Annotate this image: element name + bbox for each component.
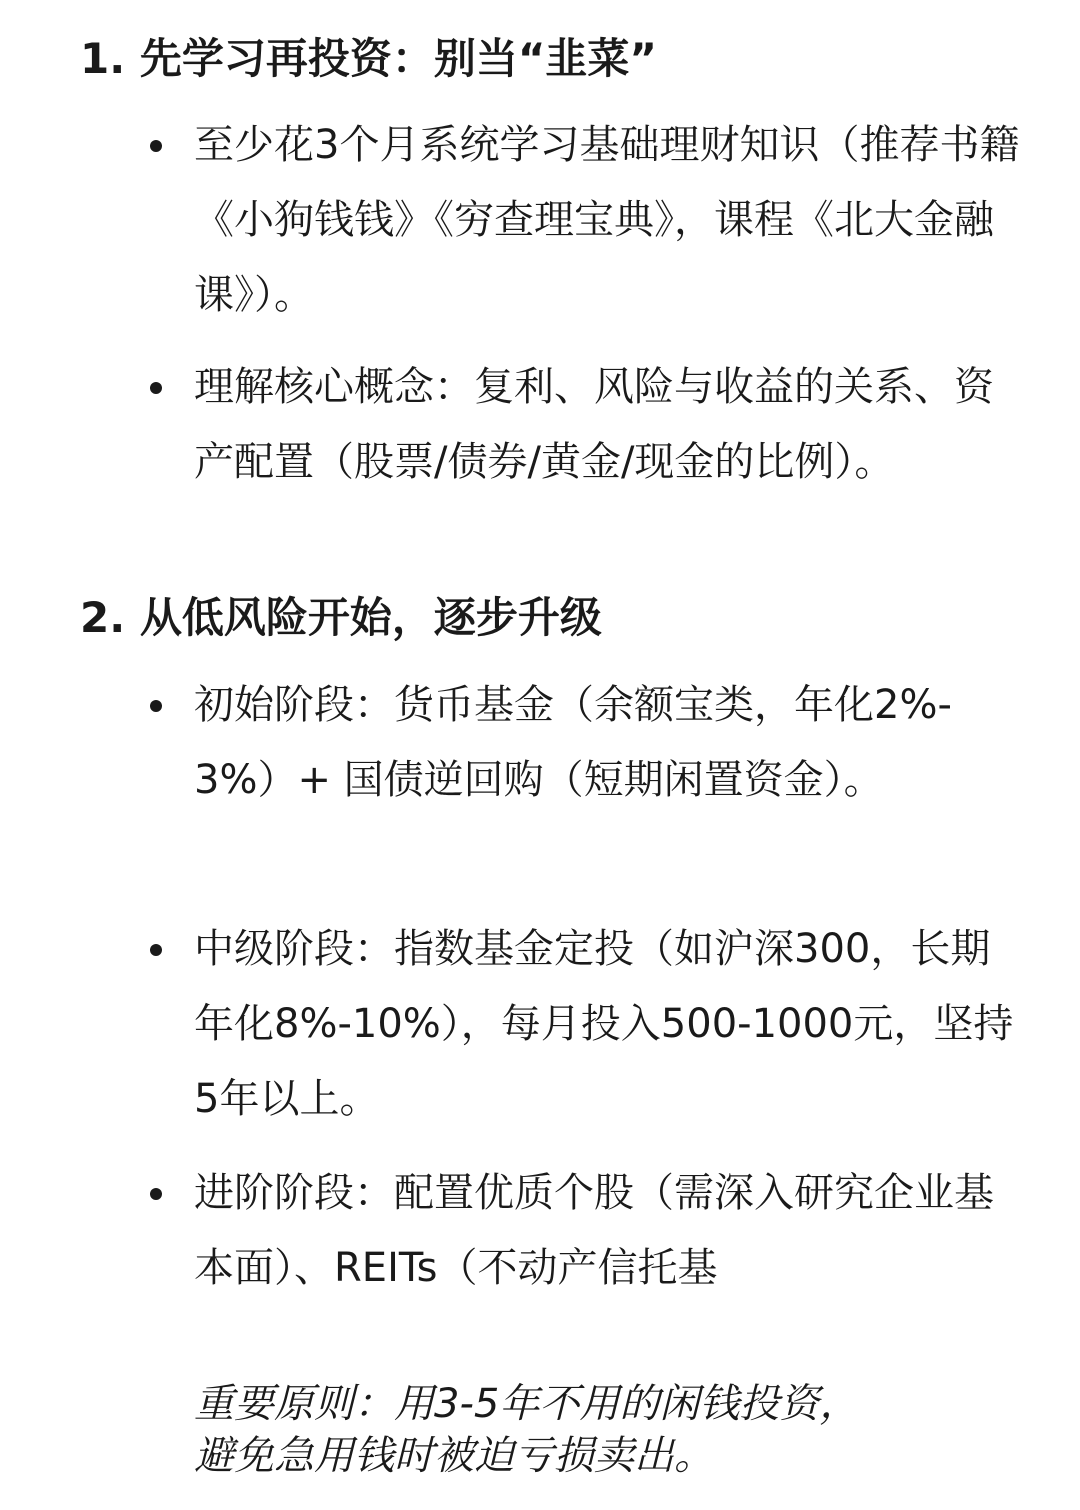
list-item-text: 至少花3个月系统学习基础理财知识（推荐书籍《小狗钱钱》《穷查理宝典》，课程《北大金融课》）。: [194, 122, 1020, 318]
section-title: 从低风险开始，逐步升级: [139, 593, 602, 642]
section-number: 2.: [80, 593, 126, 642]
bullet-icon: [150, 944, 162, 956]
section-heading-2: [80, 593, 602, 642]
list-item-text: 初始阶段：货币基金（余额宝类，年化2%-3%）+ 国债逆回购（短期闲置资金）。: [194, 682, 952, 803]
fade-overlay: [0, 1300, 1080, 1360]
section-title: 先学习再投资：别当“韭菜”: [139, 34, 658, 83]
list-item-text: 进阶阶段：配置优质个股（需深入研究企业基本面）、REITs（不动产信托基: [194, 1170, 994, 1291]
bullet-icon: [150, 1188, 162, 1200]
bullet-icon: [150, 382, 162, 394]
important-principle: [194, 1378, 1034, 1482]
principle-line-2: 避免急用钱时被迫亏损卖出。: [194, 1433, 714, 1479]
bullet-icon: [150, 140, 162, 152]
list-item-text: 中级阶段：指数基金定投（如沪深300，长期年化8%-10%），每月投入500-1000元，坚持5年以上。: [194, 926, 1014, 1122]
section-number: 1.: [80, 34, 126, 83]
principle-line-1: 重要原则：用3-5年不用的闲钱投资，: [194, 1381, 860, 1427]
list-item-text: 理解核心概念：复利、风险与收益的关系、资产配置（股票/债券/黄金/现金的比例）。: [194, 364, 994, 485]
section-heading-1: [80, 34, 658, 83]
bullet-icon: [150, 700, 162, 712]
